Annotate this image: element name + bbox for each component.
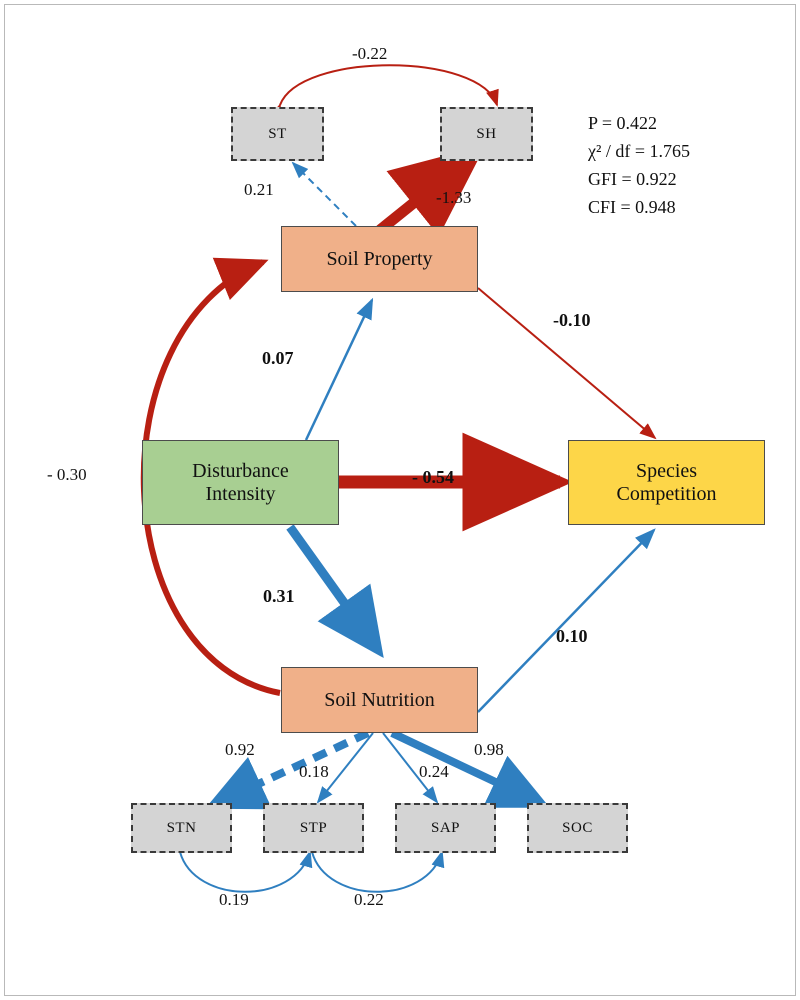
observed-node-st[interactable] (231, 107, 324, 161)
latent-node-species-competition[interactable] (568, 440, 765, 525)
fit-statistics-block (588, 110, 690, 222)
fit-statistic-cfi: CFI = 0.948 (588, 196, 676, 217)
path-label-soil-nutrition-to-stn: 0.92 (225, 740, 255, 759)
observed-node-stn-label: STN (166, 819, 197, 836)
observed-node-sh[interactable] (440, 107, 533, 161)
edge-disturbance-to-soil-nutrition (290, 527, 378, 650)
observed-node-stp-label: STP (299, 819, 328, 836)
observed-node-st-label: ST (268, 125, 287, 142)
path-label-soil-nutrition-to-soc: 0.98 (474, 740, 504, 759)
observed-node-stn[interactable] (131, 803, 232, 853)
path-label-soil-nutrition-to-soil-property: - 0.30 (47, 465, 87, 484)
fit-statistic-p-value: P = 0.422 (588, 113, 657, 133)
path-label-stp-sap-correlation: 0.22 (354, 890, 384, 909)
latent-node-soil-nutrition-label: Soil Nutrition (324, 688, 435, 711)
observed-node-stp[interactable] (263, 803, 364, 853)
edge-disturbance-to-soil-property (306, 300, 372, 440)
edge-soil-property-to-st (293, 163, 356, 226)
latent-node-species-competition-line2: Competition (616, 482, 717, 505)
path-label-stn-stp-correlation: 0.19 (219, 890, 249, 909)
fit-statistic-gfi: GFI = 0.922 (588, 168, 677, 189)
latent-node-disturbance-intensity[interactable] (142, 440, 339, 525)
latent-node-disturbance-intensity-line2: Intensity (205, 482, 276, 505)
observed-node-sh-label: SH (476, 125, 497, 142)
edge-st-sh-correlation (280, 65, 497, 105)
observed-node-sap-label: SAP (430, 819, 461, 836)
path-label-disturbance-to-soil-property: 0.07 (262, 348, 294, 368)
fit-statistic-chisq-df: χ² / df = 1.765 (588, 140, 691, 161)
path-label-soil-nutrition-to-sap: 0.24 (419, 762, 449, 781)
edge-soil-nutrition-to-species-competition (478, 530, 654, 712)
path-label-soil-nutrition-to-species-competition: 0.10 (556, 626, 588, 646)
latent-node-soil-nutrition[interactable] (281, 667, 478, 733)
path-label-soil-nutrition-to-stp: 0.18 (299, 762, 329, 781)
path-label-soil-property-to-st: 0.21 (244, 180, 274, 199)
path-label-disturbance-to-soil-nutrition: 0.31 (263, 586, 295, 606)
path-label-st-sh-correlation: -0.22 (352, 44, 388, 63)
latent-node-soil-property[interactable] (281, 226, 478, 292)
edge-soil-nutrition-to-soc (392, 733, 542, 804)
observed-node-soc[interactable] (527, 803, 628, 853)
observed-node-sap[interactable] (395, 803, 496, 853)
latent-node-species-competition-line1: Species (635, 459, 698, 482)
path-label-disturbance-to-species-competition: - 0.54 (412, 467, 454, 487)
edge-stn-stp-correlation (180, 852, 310, 892)
path-label-soil-property-to-species-competition: -0.10 (553, 310, 591, 330)
latent-node-soil-property-label: Soil Property (326, 247, 433, 270)
edge-stp-sap-correlation (312, 852, 442, 892)
path-label-soil-property-to-sh: -1.33 (436, 188, 472, 207)
observed-node-soc-label: SOC (562, 819, 593, 836)
latent-node-disturbance-intensity-line1: Disturbance (192, 459, 289, 482)
